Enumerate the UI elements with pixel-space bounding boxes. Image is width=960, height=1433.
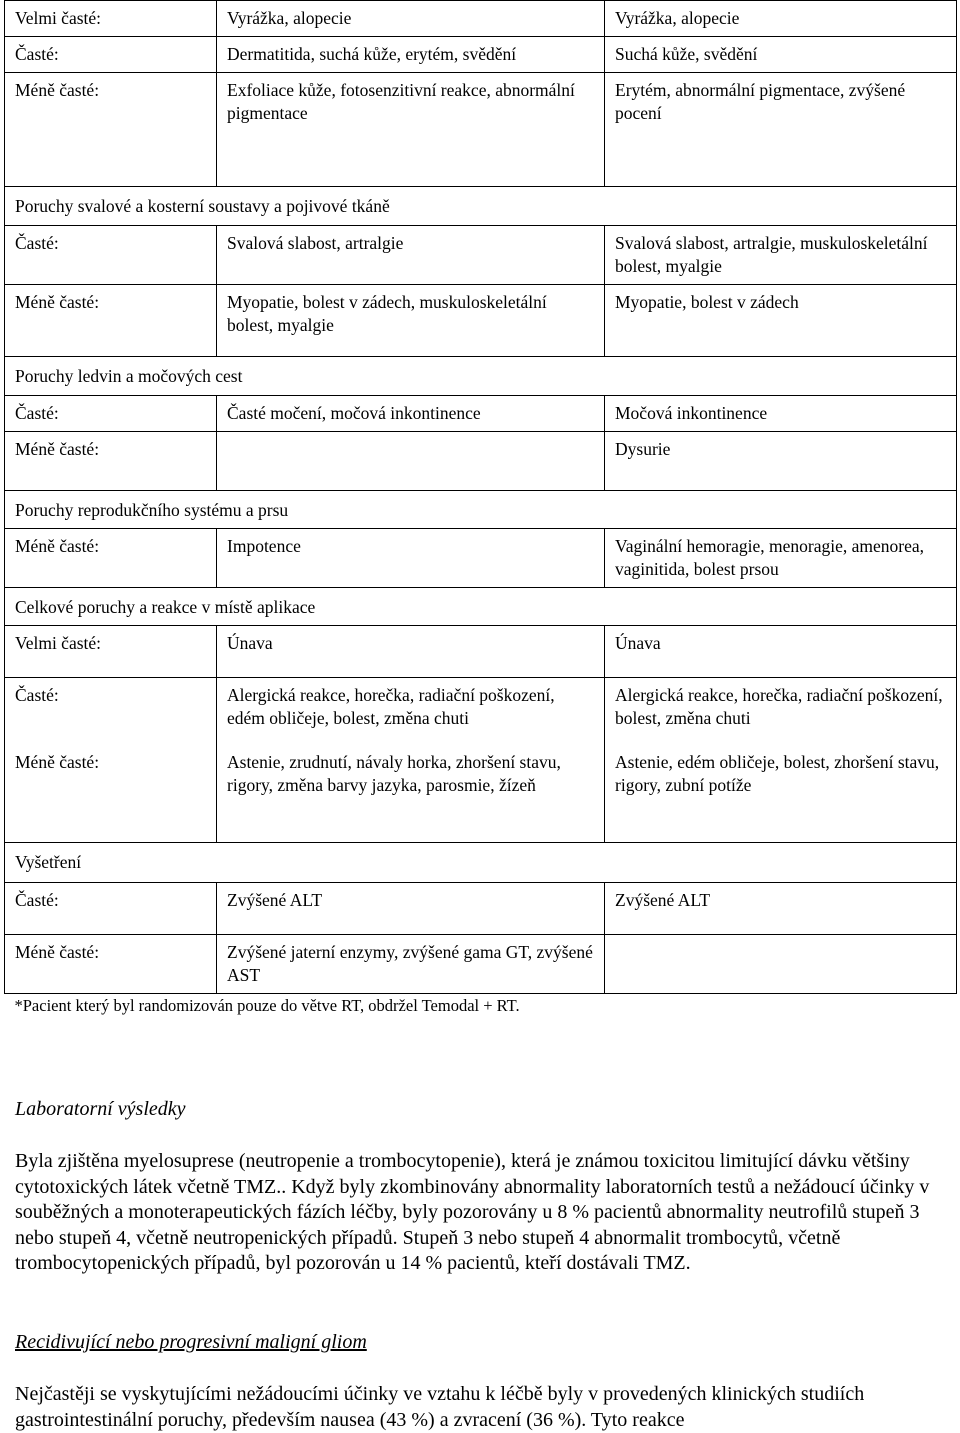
rt-alone-cell: Močová inkontinence [605,396,957,432]
temodal-rt-cell: Vyrážka, alopecie [217,1,605,37]
table-section-row [5,843,957,883]
lab-results-paragraph: Byla zjištěna myelosuprese (neutropenie a trombocytopenie), která je známou toxicitou limitující dávku většiny cytotoxických látek včetně TMZ.. Když byly zkombinovány abnormality laboratorních testů a nežádoucí účinky v souběžných a monoterapeutických fázích léčby, byly pozorovány u 8 % pacientů abnormality neutrofilů stupeň 3 nebo stupeň 4, včetně neutropenických případů. Stupeň 3 nebo stupeň 4 abnormalit trombocytů, včetně trombocytopenických případů, byl pozorován u 14 % pacientů, kteří dostávali TMZ. [15,1150,930,1274]
temodal-rt-cell: Astenie, zrudnutí, návaly horka, zhoršení stavu, rigory, změna barvy jazyka, parosmie, žízeň [217,749,605,843]
table-row [5,935,957,994]
section-heading: Vyšetření [5,843,957,883]
temodal-rt-cell: Dermatitida, suchá kůže, erytém, svědění [217,37,605,73]
frequency-cell: Méně časté: [5,73,217,187]
table-row [5,396,957,432]
table-row [5,678,957,749]
frequency-cell: Méně časté: [5,432,217,491]
table-row [5,883,957,935]
rt-alone-cell: Alergická reakce, horečka, radiační poškození, bolest, změna chuti [605,678,957,749]
section-heading: Poruchy svalové a kosterní soustavy a pojivové tkáně [5,187,957,226]
table-footnote-row [5,994,957,1019]
temodal-rt-cell: Exfoliace kůže, fotosenzitivní reakce, abnormální pigmentace [217,73,605,187]
frequency-cell: Méně časté: [5,935,217,994]
rt-alone-cell: Svalová slabost, artralgie, muskuloskeletální bolest, myalgie [605,226,957,285]
rt-alone-cell: Astenie, edém obličeje, bolest, zhoršení stavu, rigory, zubní potíže [605,749,957,843]
table-row [5,1,957,37]
temodal-rt-cell: Alergická reakce, horečka, radiační poškození, edém obličeje, bolest, změna chuti [217,678,605,749]
rt-alone-cell: Zvýšené ALT [605,883,957,935]
table-section-row [5,357,957,396]
table-section-row [5,187,957,226]
temodal-rt-cell: Únava [217,626,605,678]
rt-alone-cell: Dysurie [605,432,957,491]
temodal-rt-cell: Impotence [217,529,605,588]
table-row [5,226,957,285]
temodal-rt-cell: Svalová slabost, artralgie [217,226,605,285]
table-row [5,529,957,588]
table-row [5,749,957,843]
frequency-cell: Velmi časté: [5,626,217,678]
table-row [5,626,957,678]
frequency-cell: Méně časté: [5,529,217,588]
temodal-rt-cell: Časté močení, močová inkontinence [217,396,605,432]
frequency-cell: Méně časté: [5,749,217,843]
table-section-row [5,491,957,529]
rt-alone-cell: Vaginální hemoragie, menoragie, amenorea, vaginitida, bolest prsou [605,529,957,588]
frequency-cell: Časté: [5,883,217,935]
rt-alone-cell: Erytém, abnormální pigmentace, zvýšené pocení [605,73,957,187]
frequency-cell: Časté: [5,37,217,73]
rt-alone-cell: Vyrážka, alopecie [605,1,957,37]
table-section-row [5,588,957,626]
rt-alone-cell: Suchá kůže, svědění [605,37,957,73]
glioma-heading: Recidivující nebo progresivní maligní gliom [15,1331,367,1353]
frequency-cell: Velmi časté: [5,1,217,37]
frequency-cell: Méně časté: [5,285,217,357]
temodal-rt-cell: Myopatie, bolest v zádech, muskuloskeletální bolest, myalgie [217,285,605,357]
frequency-cell: Časté: [5,226,217,285]
table-row [5,285,957,357]
section-heading: Celkové poruchy a reakce v místě aplikace [5,588,957,626]
temodal-rt-cell [217,432,605,491]
rt-alone-cell [605,935,957,994]
table-row [5,432,957,491]
adverse-effects-table [4,0,957,1018]
rt-alone-cell: Únava [605,626,957,678]
lab-results-heading: Laboratorní výsledky [15,1098,186,1120]
temodal-rt-cell: Zvýšené jaterní enzymy, zvýšené gama GT, zvýšené AST [217,935,605,994]
temodal-rt-cell: Zvýšené ALT [217,883,605,935]
section-heading: Poruchy reprodukčního systému a prsu [5,491,957,529]
rt-alone-cell: Myopatie, bolest v zádech [605,285,957,357]
table-row [5,73,957,187]
frequency-cell: Časté: [5,678,217,749]
footnote: *Pacient který byl randomizován pouze do větve RT, obdržel Temodal + RT. [5,994,957,1019]
glioma-paragraph: Nejčastěji se vyskytujícími nežádoucími účinky ve vztahu k léčbě byly v provedených klinických studiích gastrointestinální poruchy, především nausea (43 %) a zvracení (36 %). Tyto reakce [15,1383,865,1431]
table-row [5,37,957,73]
section-heading: Poruchy ledvin a močových cest [5,357,957,396]
frequency-cell: Časté: [5,396,217,432]
